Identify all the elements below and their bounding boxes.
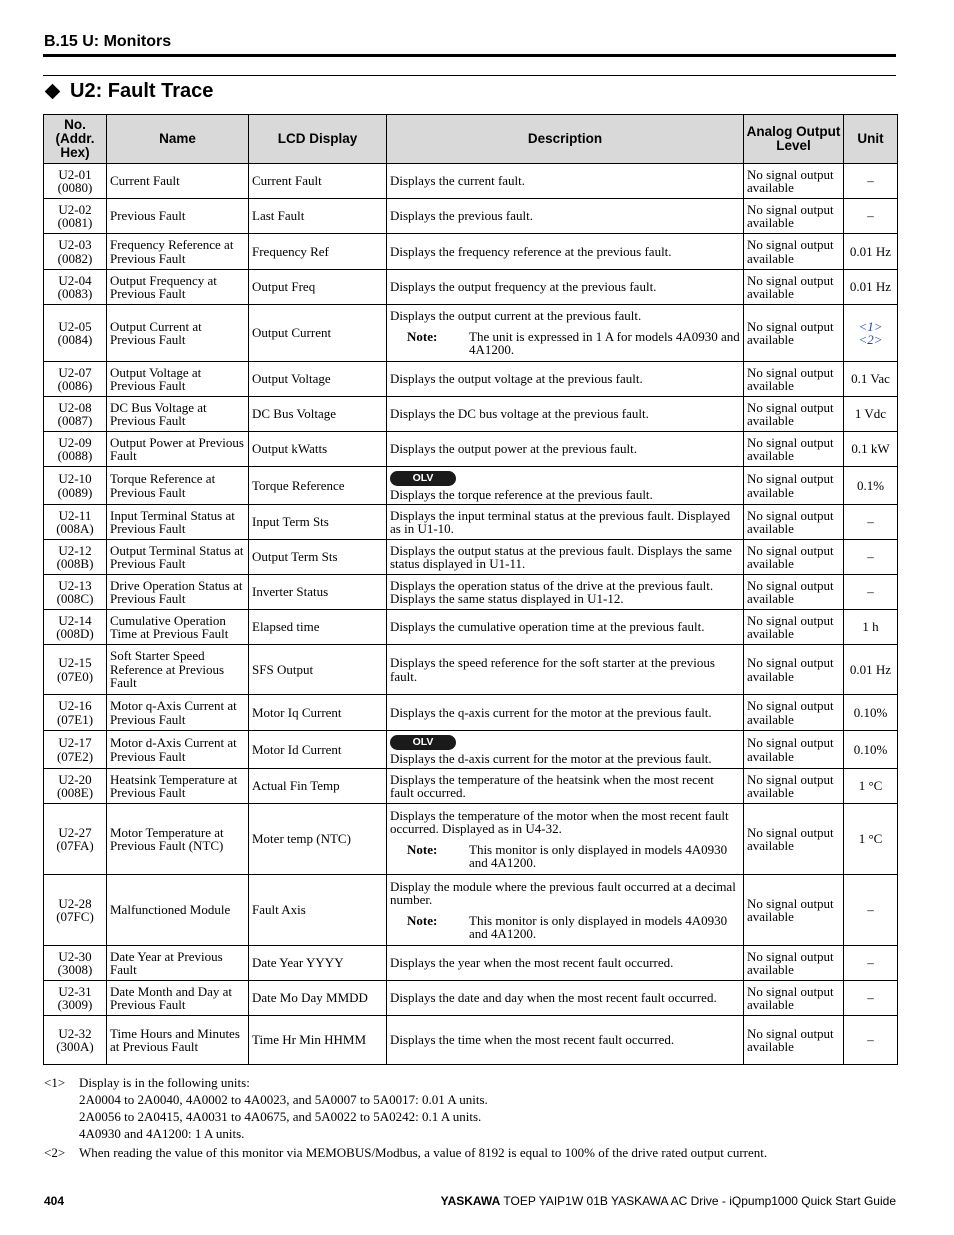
cell-no <box>44 610 107 645</box>
cell-name: Soft Starter Speed Reference at Previous Fault <box>107 645 249 695</box>
cell-analog-output: No signal output available <box>744 199 844 234</box>
footnotes <box>44 1074 904 1161</box>
footnote-line: Display is in the following units: <box>79 1075 250 1090</box>
description-text: Displays the year when the most recent fault occurred. <box>390 955 674 971</box>
cell-analog-output: No signal output available <box>744 804 844 875</box>
cell-name: Date Month and Day at Previous Fault <box>107 981 249 1016</box>
cell-unit: 0.01 Hz <box>844 645 898 695</box>
cell-unit: – <box>844 1016 898 1065</box>
description-text: Displays the output voltage at the previous fault. <box>390 371 643 387</box>
cell-unit: – <box>844 946 898 981</box>
table-row <box>44 397 898 432</box>
hex-address: (008A) <box>56 521 94 536</box>
description-text: Displays the frequency reference at the previous fault. <box>390 243 672 259</box>
cell-name: Motor q-Axis Current at Previous Fault <box>107 695 249 731</box>
cell-unit: 0.1% <box>844 467 898 505</box>
olv-badge: OLV <box>390 735 456 750</box>
table-row <box>44 362 898 397</box>
hex-address: (008B) <box>56 556 94 571</box>
cell-description <box>387 234 744 270</box>
cell-description <box>387 804 744 875</box>
cell-name: Torque Reference at Previous Fault <box>107 467 249 505</box>
cell-description <box>387 981 744 1016</box>
cell-lcd-display: Current Fault <box>249 164 387 199</box>
note-label: Note: <box>407 912 438 928</box>
cell-lcd-display: Elapsed time <box>249 610 387 645</box>
cell-unit: 0.1 Vac <box>844 362 898 397</box>
column-header-unit: Unit <box>844 115 898 164</box>
cell-lcd-display: Output Current <box>249 305 387 362</box>
table-row <box>44 1016 898 1065</box>
cell-lcd-display: Last Fault <box>249 199 387 234</box>
hex-address: (3008) <box>57 962 93 977</box>
description-text: Displays the DC bus voltage at the previous fault. <box>390 406 649 422</box>
table-row <box>44 946 898 981</box>
cell-name: Motor Temperature at Previous Fault (NTC) <box>107 804 249 875</box>
footnote <box>44 1074 904 1142</box>
cell-name: Malfunctioned Module <box>107 875 249 946</box>
column-header-analog: Analog Output Level <box>744 115 844 164</box>
monitor-number: U2-17 <box>58 735 92 750</box>
hex-address: (0087) <box>57 413 93 428</box>
description-text: Displays the q-axis current for the motor at the previous fault. <box>390 704 712 720</box>
description-text: Displays the operation status of the drive at the previous fault. Displays the same status displayed in U1-12. <box>390 577 714 606</box>
cell-description <box>387 432 744 467</box>
column-header-name: Name <box>107 115 249 164</box>
cell-name: Output Terminal Status at Previous Fault <box>107 540 249 575</box>
cell-no <box>44 432 107 467</box>
cell-name: Output Voltage at Previous Fault <box>107 362 249 397</box>
monitor-number: U2-14 <box>58 612 92 628</box>
footer-doc-text: TOEP YAIP1W 01B YASKAWA AC Drive - iQpump1000 Quick Start Guide <box>503 1194 896 1208</box>
description-text: Displays the input terminal status at the previous fault. Displayed as in U1-10. <box>390 507 731 536</box>
cell-name: Date Year at Previous Fault <box>107 946 249 981</box>
cell-no <box>44 946 107 981</box>
description-text: Displays the output power at the previous fault. <box>390 441 637 457</box>
cell-analog-output: No signal output available <box>744 769 844 804</box>
monitor-number: U2-28 <box>58 895 92 911</box>
cell-lcd-display: Motor Id Current <box>249 731 387 769</box>
cell-unit: – <box>844 199 898 234</box>
table-row <box>44 804 898 875</box>
cell-analog-output: No signal output available <box>744 575 844 610</box>
table-row <box>44 731 898 769</box>
cell-name: Current Fault <box>107 164 249 199</box>
cell-name: Drive Operation Status at Previous Fault <box>107 575 249 610</box>
cell-no <box>44 575 107 610</box>
monitor-number: U2-09 <box>58 434 92 450</box>
monitor-number: U2-08 <box>58 399 92 415</box>
cell-name: Output Frequency at Previous Fault <box>107 270 249 305</box>
cell-description <box>387 575 744 610</box>
cell-analog-output: No signal output available <box>744 981 844 1016</box>
column-header-no: No. (Addr. Hex) <box>44 115 107 164</box>
monitor-number: U2-05 <box>58 318 92 334</box>
cell-unit: – <box>844 540 898 575</box>
cell-no <box>44 981 107 1016</box>
hex-address: (07E1) <box>56 711 94 727</box>
cell-unit: 0.01 Hz <box>844 234 898 270</box>
cell-description <box>387 164 744 199</box>
hex-address: (0086) <box>57 378 93 393</box>
table-body <box>44 164 898 1065</box>
cell-name: Frequency Reference at Previous Fault <box>107 234 249 270</box>
cell-analog-output: No signal output available <box>744 695 844 731</box>
description-text: Displays the previous fault. <box>390 208 533 224</box>
cell-analog-output: No signal output available <box>744 645 844 695</box>
hex-address: (07E2) <box>56 748 94 764</box>
cell-unit: 1 Vdc <box>844 397 898 432</box>
cell-analog-output: No signal output available <box>744 505 844 540</box>
description-text: Displays the date and day when the most recent fault occurred. <box>390 990 717 1006</box>
cell-lcd-display: Output Freq <box>249 270 387 305</box>
monitor-number: U2-12 <box>58 542 92 558</box>
section-divider <box>43 75 896 76</box>
note <box>390 330 740 357</box>
cell-unit: 1 h <box>844 610 898 645</box>
cell-name: Input Terminal Status at Previous Fault <box>107 505 249 540</box>
cell-no <box>44 305 107 362</box>
monitor-number: U2-02 <box>58 201 92 217</box>
section-header: B.15 U: Monitors <box>44 33 172 50</box>
cell-lcd-display: Time Hr Min HHMM <box>249 1016 387 1065</box>
description-text: Displays the current fault. <box>390 173 526 189</box>
cell-description <box>387 270 744 305</box>
page-title <box>44 80 213 103</box>
cell-name: Previous Fault <box>107 199 249 234</box>
footnote-tag: <1> <box>44 1075 66 1090</box>
monitor-number: U2-13 <box>58 577 92 593</box>
hex-address: (008C) <box>56 591 94 606</box>
cell-name: Output Power at Previous Fault <box>107 432 249 467</box>
cell-no <box>44 467 107 505</box>
monitor-number: U2-16 <box>58 698 92 713</box>
monitor-number: U2-11 <box>58 507 92 523</box>
note-label: Note: <box>407 841 438 857</box>
cell-lcd-display: Date Year YYYY <box>249 946 387 981</box>
cell-unit: 0.10% <box>844 695 898 731</box>
table-row <box>44 199 898 234</box>
footer-doc-title <box>441 1194 896 1208</box>
monitor-number: U2-32 <box>58 1025 92 1041</box>
table-row <box>44 981 898 1016</box>
cell-lcd-display: Input Term Sts <box>249 505 387 540</box>
footnote-line: When reading the value of this monitor via MEMOBUS/Modbus, a value of 8192 is equal to 100% of the drive rated output current. <box>79 1145 768 1160</box>
table-row <box>44 305 898 362</box>
footnote-tag: <2> <box>44 1145 66 1160</box>
hex-address: (0083) <box>57 286 93 301</box>
cell-analog-output: No signal output available <box>744 540 844 575</box>
hex-address: (3009) <box>57 997 93 1012</box>
monitor-number: U2-30 <box>58 948 92 964</box>
monitor-number: U2-27 <box>58 824 92 840</box>
cell-description <box>387 645 744 695</box>
cell-no <box>44 804 107 875</box>
hex-address: (0081) <box>57 215 93 230</box>
description-text: Displays the time when the most recent fault occurred. <box>390 1032 675 1048</box>
cell-description <box>387 505 744 540</box>
table-row <box>44 610 898 645</box>
cell-analog-output: No signal output available <box>744 234 844 270</box>
cell-lcd-display: DC Bus Voltage <box>249 397 387 432</box>
hex-address: (008D) <box>56 626 94 641</box>
cell-unit: – <box>844 164 898 199</box>
table-row <box>44 164 898 199</box>
description-text: Displays the output frequency at the previous fault. <box>390 279 657 295</box>
footnote-line: 4A0930 and 4A1200: 1 A units. <box>79 1126 245 1141</box>
hex-address: (07FC) <box>56 909 94 924</box>
cell-unit: – <box>844 505 898 540</box>
description-text: Displays the d-axis current for the motor at the previous fault. <box>390 750 712 766</box>
table-row <box>44 432 898 467</box>
monitor-number: U2-03 <box>58 237 92 252</box>
cell-name: Heatsink Temperature at Previous Fault <box>107 769 249 804</box>
monitor-number: U2-15 <box>58 655 92 670</box>
cell-analog-output: No signal output available <box>744 164 844 199</box>
note-text: This monitor is only displayed in models 4A0930 and 4A1200. <box>469 841 728 870</box>
table-row <box>44 769 898 804</box>
cell-lcd-display: Motor Iq Current <box>249 695 387 731</box>
cell-no <box>44 199 107 234</box>
cell-description <box>387 695 744 731</box>
table-row <box>44 695 898 731</box>
cell-description <box>387 610 744 645</box>
cell-analog-output: No signal output available <box>744 305 844 362</box>
hex-address: (0089) <box>57 484 93 500</box>
cell-analog-output: No signal output available <box>744 875 844 946</box>
cell-no <box>44 875 107 946</box>
table-row <box>44 540 898 575</box>
cell-no <box>44 164 107 199</box>
cell-name: DC Bus Voltage at Previous Fault <box>107 397 249 432</box>
diamond-bullet-icon <box>45 84 61 100</box>
monitor-number: U2-07 <box>58 364 92 380</box>
cell-no <box>44 769 107 804</box>
footnote-line: 2A0056 to 2A0415, 4A0031 to 4A0675, and 5A0022 to 5A0242: 0.1 A units. <box>79 1109 482 1124</box>
cell-description <box>387 305 744 362</box>
cell-description <box>387 875 744 946</box>
monitor-number: U2-31 <box>58 983 92 999</box>
cell-no <box>44 1016 107 1065</box>
cell-unit: 0.01 Hz <box>844 270 898 305</box>
cell-analog-output: No signal output available <box>744 610 844 645</box>
page-number: 404 <box>44 1194 65 1208</box>
cell-unit: – <box>844 575 898 610</box>
hex-address: (07E0) <box>56 668 94 684</box>
cell-lcd-display: Date Mo Day MMDD <box>249 981 387 1016</box>
hex-address: (300A) <box>56 1039 94 1054</box>
note <box>390 843 740 870</box>
cell-lcd-display: Moter temp (NTC) <box>249 804 387 875</box>
description-text: Displays the temperature of the heatsink when the most recent fault occurred. <box>390 771 714 800</box>
cell-no <box>44 234 107 270</box>
cell-unit: 1 °C <box>844 804 898 875</box>
cell-no <box>44 731 107 769</box>
cell-no <box>44 505 107 540</box>
cell-description <box>387 540 744 575</box>
column-header-description: Description <box>387 115 744 164</box>
table-row <box>44 467 898 505</box>
cell-analog-output: No signal output available <box>744 946 844 981</box>
cell-lcd-display: Output Voltage <box>249 362 387 397</box>
cell-unit: <1> <2> <box>844 305 898 362</box>
cell-name: Output Current at Previous Fault <box>107 305 249 362</box>
monitor-number: U2-04 <box>58 272 92 288</box>
cell-unit: – <box>844 981 898 1016</box>
footnote-line: 2A0004 to 2A0040, 4A0002 to 4A0023, and 5A0007 to 5A0017: 0.01 A units. <box>79 1092 488 1107</box>
hex-address: (0082) <box>57 250 93 266</box>
cell-no <box>44 645 107 695</box>
cell-name: Motor d-Axis Current at Previous Fault <box>107 731 249 769</box>
cell-analog-output: No signal output available <box>744 432 844 467</box>
cell-description <box>387 467 744 505</box>
table-row <box>44 575 898 610</box>
cell-analog-output: No signal output available <box>744 270 844 305</box>
hex-address: (0080) <box>57 180 93 195</box>
cell-description <box>387 731 744 769</box>
fault-trace-table <box>43 114 898 1065</box>
cell-lcd-display: Actual Fin Temp <box>249 769 387 804</box>
hex-address: (07FA) <box>56 838 94 853</box>
cell-description <box>387 946 744 981</box>
monitor-number: U2-20 <box>58 771 92 787</box>
cell-unit: 0.1 kW <box>844 432 898 467</box>
table-row <box>44 270 898 305</box>
cell-unit: 0.10% <box>844 731 898 769</box>
table-row <box>44 875 898 946</box>
olv-badge: OLV <box>390 471 456 486</box>
description-text: Displays the speed reference for the soft starter at the previous fault. <box>390 655 715 684</box>
cell-lcd-display: Output kWatts <box>249 432 387 467</box>
note-label: Note: <box>407 328 438 344</box>
cell-unit: – <box>844 875 898 946</box>
cell-no <box>44 397 107 432</box>
hex-address: (0088) <box>57 448 93 463</box>
cell-analog-output: No signal output available <box>744 467 844 505</box>
footnote <box>44 1144 904 1161</box>
column-header-lcd: LCD Display <box>249 115 387 164</box>
cell-unit: 1 °C <box>844 769 898 804</box>
cell-lcd-display: Inverter Status <box>249 575 387 610</box>
hex-address: (0084) <box>57 332 93 347</box>
cell-lcd-display: Torque Reference <box>249 467 387 505</box>
note <box>390 914 740 941</box>
footer-brand: YASKAWA <box>440 1194 501 1208</box>
cell-analog-output: No signal output available <box>744 731 844 769</box>
cell-no <box>44 362 107 397</box>
cell-name: Time Hours and Minutes at Previous Fault <box>107 1016 249 1065</box>
cell-description <box>387 397 744 432</box>
cell-description <box>387 769 744 804</box>
cell-lcd-display: Output Term Sts <box>249 540 387 575</box>
description-text: Displays the output current at the previous fault. <box>390 308 642 324</box>
description-text: Displays the output status at the previous fault. Displays the same status displayed in U1-11. <box>390 542 732 571</box>
cell-no <box>44 270 107 305</box>
page-title-text: U2: Fault Trace <box>70 80 214 102</box>
cell-analog-output: No signal output available <box>744 362 844 397</box>
monitor-number: U2-10 <box>58 471 92 486</box>
cell-no <box>44 540 107 575</box>
description-text: Displays the temperature of the motor when the most recent fault occurred. Displayed as in U4-32. <box>390 807 729 836</box>
description-text: Displays the cumulative operation time at the previous fault. <box>390 619 705 635</box>
cell-description <box>387 362 744 397</box>
cell-lcd-display: Fault Axis <box>249 875 387 946</box>
cell-name: Cumulative Operation Time at Previous Fault <box>107 610 249 645</box>
cell-analog-output: No signal output available <box>744 397 844 432</box>
cell-analog-output: No signal output available <box>744 1016 844 1065</box>
monitor-number: U2-01 <box>58 166 92 182</box>
cell-description <box>387 1016 744 1065</box>
header-divider <box>43 54 896 57</box>
cell-description <box>387 199 744 234</box>
table-row <box>44 645 898 695</box>
description-text: Displays the torque reference at the previous fault. <box>390 486 653 502</box>
cell-no <box>44 695 107 731</box>
table-row <box>44 505 898 540</box>
note-text: This monitor is only displayed in models 4A0930 and 4A1200. <box>469 912 728 941</box>
note-text: The unit is expressed in 1 A for models 4A0930 and 4A1200. <box>469 328 740 358</box>
cell-lcd-display: Frequency Ref <box>249 234 387 270</box>
description-text: Display the module where the previous fault occurred at a decimal number. <box>390 878 736 907</box>
table-header-row <box>44 115 898 164</box>
hex-address: (008E) <box>56 785 94 800</box>
table-row <box>44 234 898 270</box>
cell-lcd-display: SFS Output <box>249 645 387 695</box>
